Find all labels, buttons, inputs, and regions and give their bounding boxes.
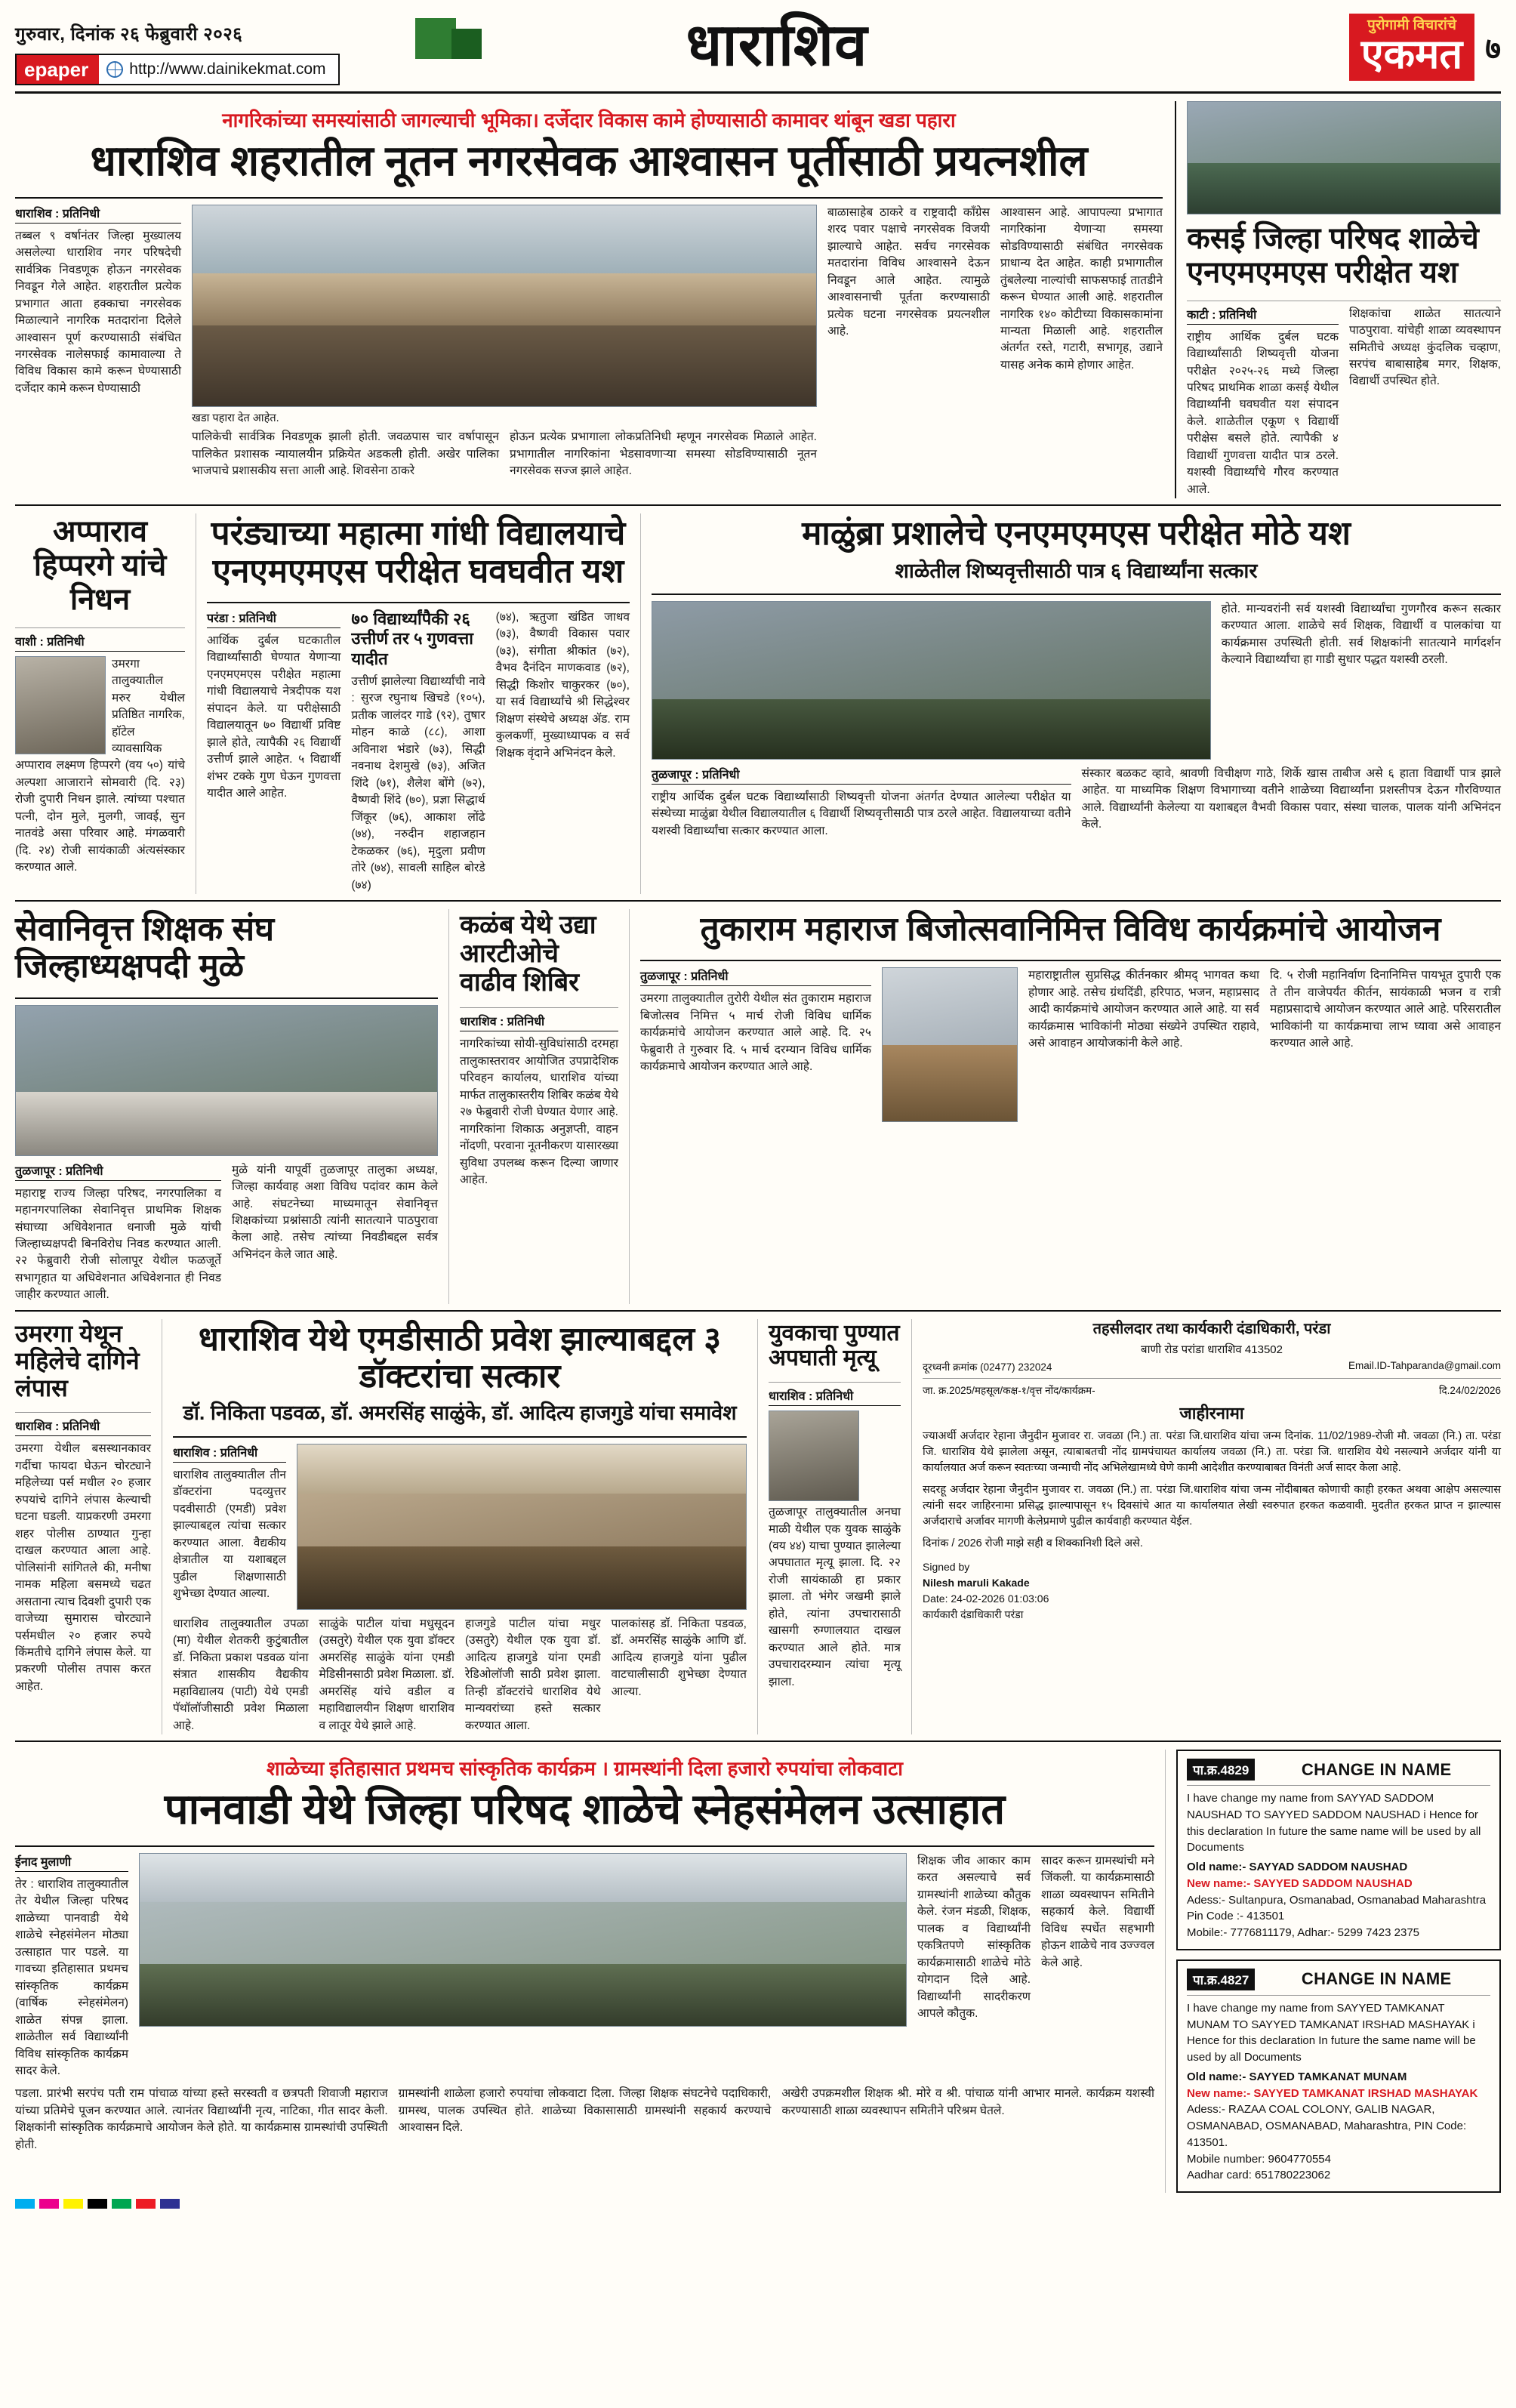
notice-title: जाहीरनामा	[1179, 1403, 1244, 1423]
bottom-headline: पानवाडी येथे जिल्हा परिषद शाळेचे स्नेहसंमेलन उत्साहात	[164, 1785, 1006, 1833]
doctors-story	[173, 1319, 747, 1734]
doctors-photo	[297, 1444, 747, 1610]
doctors-photo-col	[297, 1444, 747, 1610]
kalamb-byline: धाराशिव : प्रतिनिधी	[460, 1013, 618, 1031]
notice-para-1: ज्याअर्थी अर्जदार रेहाना जैनुदीन मुजावर रा. जवळा (नि.) ता. परंडा जि.धाराशिव यांचा जन्म दिनांक. 11/02/1989-रोजी मौ. जवळा (नि.) ता. परंडा जि. धाराशिव येथे झालेला असून, त्याबाबतची नोंद ग्रामपंचायत कार्यालय जवळा (नि.) ता. परंडा जि. धाराशिव येथे नसल्याने अर्जदार यांनी या कार्यालयात अर्ज करून स्वतःच्या जन्माची नोंद अभिलेखामध्ये घेणे कामी आदेशीत करण्याबाबत विनंती अर्ज सादर केला आहे.	[923, 1429, 1501, 1474]
death-portrait	[769, 1411, 859, 1501]
notice-date-line: दिनांक / 2026 रोजी माझे सही व शिक्कानिशी दिले असे.	[923, 1537, 1143, 1549]
lead-photo-col	[192, 205, 817, 480]
malumbra-photo-col	[652, 601, 1211, 760]
teacher-story	[15, 909, 438, 1304]
reg-swatch-yellow	[63, 2199, 83, 2209]
teacher-col-1	[15, 1162, 221, 1304]
gandhi-col-1	[207, 609, 340, 894]
change-name-ad-1	[1176, 1750, 1501, 1950]
color-registration-strip	[15, 2193, 1501, 2209]
ad-1-mobile: Mobile:- 7776811179, Adhar:- 5299 7423 2375	[1187, 1926, 1420, 1940]
tukaram-col-2	[1028, 967, 1259, 1122]
reg-swatch-black	[88, 2199, 107, 2209]
notice-address: बाणी रोड परांडा धाराशिव 413502	[1141, 1343, 1283, 1356]
logo-leaf-icon-2	[451, 29, 482, 59]
reg-swatch-cyan	[15, 2199, 35, 2209]
death-text: तुळजापूर तालुक्यातील अनघा माळी येथील एक युवक साळुंके (वय ४४) याचा पुण्यात झालेल्या अपघातात मृत्यू झाला. दि. २२ रोजी सायंकाळी हा प्रकार झाला. तो भंगेर जखमी झाले होते, त्यांना उपचारासाठी खासगी रुग्णालयात दाखल करण्यात आले होते. मात्र उपचारादरम्यान त्यांचा मृत्यू झाला.	[769, 1506, 901, 1688]
lead-text-4: बाळासाहेब ठाकरे व राष्ट्रवादी काँग्रेस शरद पवार पक्षाचे नगरसेवक विजयी झाल्याचे आहेत. सर्वच नगरसेवक मतदारांना विविध आश्वासने देऊन निवडून आले आहेत. त्यामुळे आश्वासनाची पूर्तता करण्यासाठी प्रत्येक घटना नगरसेवक प्रयत्नशील आहे.	[827, 205, 990, 338]
gandhi-text-1: आर्थिक दुर्बल घटकातील विद्यार्थ्यांसाठी घेण्यात येणाऱ्या एनएमएमएस परीक्षेत महात्मा गांधी विद्यालयाचे नेत्रदीपक यश संपादन केले. या परीक्षेसाठी विद्यालयातून ७० विद्यार्थी प्रविष्ट झाले होते, त्यापैकी २६ विद्यार्थी उत्तीर्ण झाले आहेत. ५ विद्यार्थी शंभर टक्के गुण घेऊन गुणवत्ता यादीत आले आहेत.	[207, 634, 341, 800]
notice-signer: Nilesh maruli Kakade	[923, 1577, 1030, 1589]
tukaram-photo-col	[882, 967, 1018, 1122]
tukaram-col-3	[1270, 967, 1501, 1122]
brand-tagline: पुरोगामी विचारांचे	[1367, 17, 1456, 33]
doctors-col-3	[319, 1616, 455, 1734]
ad-2-title: CHANGE IN NAME	[1301, 1969, 1452, 1989]
epaper-url-wrap[interactable]	[99, 55, 338, 84]
gandhi-byline: परंडा : प्रतिनिधी	[207, 609, 340, 628]
doctors-headline: धाराशिव येथे एमडीसाठी प्रवेश झाल्याबद्दल ३ डॉक्टरांचा सत्कार	[198, 1320, 722, 1395]
tukaram-headline: तुकाराम महाराज बिजोत्सवानिमित्त विविध कार्यक्रमांचे आयोजन	[700, 911, 1441, 948]
teacher-headline: सेवानिवृत्त शिक्षक संघ जिल्हाध्यक्षपदी मुळे	[15, 911, 275, 985]
bottom-section	[15, 1750, 1501, 2193]
malumbra-col-1	[652, 766, 1071, 840]
kalamb-story	[460, 909, 618, 1304]
doctors-text-4: हाजगुडे पाटील यांचा मधुर (उसतुरे) येथील एक युवा डॉ. आदित्य हाजगुडे यांना एमडी रेडिओलॉजी साठी प्रवेश झाला. तिन्ही डॉक्टरांचे धाराशिव येथे मान्यवरांच्या हस्ते सत्कार करण्यात आला.	[465, 1617, 601, 1732]
logo-leaf-icon	[415, 18, 456, 59]
ad-2-aadhar: Aadhar card: 651780223062	[1187, 2169, 1331, 2182]
malumbra-text-1: राष्ट्रीय आर्थिक दुर्बल घटक विद्यार्थ्यांसाठी शिष्यवृत्ती योजना अंतर्गत देण्यात आलेल्या परीक्षेत या संस्थेच्या माळुंब्रा येथील विद्यालयातील ६ विद्यार्थी शिष्यवृत्तीसाठी पात्र ठरले आहेत. विद्यालयाच्या वतीने यशस्वी विद्यार्थ्यांचा सत्कार करण्यात आला.	[652, 790, 1071, 837]
malumbra-headline: माळुंब्रा प्रशालेचे एनएमएमएस परीक्षेत मोठे यश	[802, 515, 1351, 553]
lead-text-2: पालिकेची सार्वत्रिक निवडणूक झाली होती. जवळपास चार वर्षापासून पालिकेत प्रशासक न्यायालयीन प्रक्रियेत अडकली होती. अखेर पालिका भाजपाचे प्रशासकीय सत्ता आली आहे. शिवसेना ठाकरे	[192, 430, 499, 478]
tukaram-photo	[882, 967, 1018, 1122]
lead-headline: धाराशिव शहरातील नूतन नगरसेवक आश्वासन पूर्तीसाठी प्रयत्नशील	[90, 137, 1088, 184]
bottom-text-5: शिक्षक जीव आकार काम करत असल्याचे सर्व ग्रामस्थांनी शाळेच्या कौतुक केले. रंजन मंडळी, शिक्षक, पालक व विद्यार्थ्यांनी एकत्रितपणे सांस्कृतिक कार्यक्रमासाठी शाळेचे मोठे योगदान दिले आहे. विद्यार्थ्यांनी सादरीकरण आपले कौतुक.	[917, 1854, 1031, 2021]
tukaram-text-3: दि. ५ रोजी महानिर्वाण दिनानिमित्त पायभूत दुपारी एक ते तीन वाजेपर्यंत कीर्तन, सायंकाळी भजन व रात्री महाप्रसादाचे आयोजन करण्यात आले आहे. परिसरातील भाविकांनी या कार्यक्रमाचा लाभ घ्यावा असे आवाहन करण्यात आले आहे.	[1270, 969, 1501, 1050]
lead-text-3: होऊन प्रत्येक प्रभागाला लोकप्रतिनिधी म्हणून नगरसेवक मिळाले आहेत. प्रभागातील नागरिकांना भेडसावणाऱ्या समस्या सोडविण्यासाठी नूतन नगरसेवक सज्ज झाले आहेत.	[510, 430, 817, 478]
teacher-text-2: मुळे यांनी यापूर्वी तुळजापूर तालुका अध्यक्ष, जिल्हा कार्यवाह अशा विविध पदांवर काम केले आहे. संघटनेच्या माध्यमातून सेवानिवृत्त शिक्षकांच्या प्रश्नांसाठी त्यांनी सातत्याने पाठपुरावा केला आहे. तसेच त्यांच्या निवडीबद्दल सर्वत्र अभिनंदन केले जात आहे.	[232, 1163, 438, 1261]
malumbra-col-2	[1082, 766, 1502, 840]
ad-2-mobile: Mobile number: 9604770554	[1187, 2152, 1331, 2166]
ad-2-new-name: New name:- SAYYED TAMKANAT IRSHAD MASHAYAK	[1187, 2086, 1478, 2100]
malumbra-text-2: संस्कार बळकट व्हावे, श्रावणी विचीक्षण गाठे, शिर्के खास ताबीज असे ६ हाता विद्यार्थी पात्र झाले आहेत. या माध्यमिक शिक्षण विभागाच्या वतीने शाळेच्या विद्यार्थ्यांना प्रशस्तीपत्र देऊन गौरविण्यात आले. विद्यार्थ्यांनी केलेल्या या यशाबद्दल वैभवी विकास पवार, संस्था चालक, पालक यांनी अभिनंदन केले.	[1081, 766, 1501, 831]
tukaram-text-2: महाराष्ट्रातील सुप्रसिद्ध कीर्तनकार श्रीमद् भागवत कथा होणार आहे. तसेच ग्रंथदिंडी, हरिपाठ, भजन, महाप्रसाद आदी कार्यक्रमांचे आयोजन करण्यात आले आहे. या सर्व कार्यक्रमास भाविकांनी मोठ्या संख्येने उपस्थित राहावे, असे आवाहन आयोजकांनी केले आहे.	[1028, 969, 1259, 1050]
death-byline: धाराशिव : प्रतिनिधी	[769, 1387, 901, 1406]
divider	[15, 197, 1163, 199]
panwadi-story	[15, 1750, 1154, 2193]
death-story	[769, 1319, 901, 1734]
gandhi-story	[207, 513, 630, 894]
obit-byline: वाशी : प्रतिनिधी	[15, 633, 185, 652]
lead-photo	[192, 205, 817, 407]
lead-byline: धाराशिव : प्रतिनिधी	[15, 205, 181, 224]
ad-1-old-name: Old name:- SAYYAD SADDOM NAUSHAD	[1187, 1861, 1408, 1874]
bottom-text-1: तेर : धाराशिव तालुक्यातील तेर येथील जिल्हा परिषद शाळेच्या पानवाडी येथे शाळेचे स्नेहसंमेलन मोठ्या उत्साहात पार पडले. या गावच्या इतिहासात प्रथमच सांस्कृतिक कार्यक्रम (वार्षिक स्नेहसंमेलन) शाळेत संपन्न झाला. शाळेतील सर्व विद्यार्थ्यांनी विविध सांस्कृतिक कार्यक्रम सादर केले.	[15, 1877, 128, 2077]
row-3	[15, 909, 1501, 1304]
reg-swatch-green	[112, 2199, 131, 2209]
lead-text-5: आश्वासन आहे. आपापल्या प्रभागात नागरिकांना येणाऱ्या समस्या सोडविण्यासाठी संबंधित नगरसेवक प्राधान्य देत आहेत. काही प्रभागातील तुंबलेल्या नाल्यांची साफसफाई तातडीने करून घेण्यात आली आहे. शहरातील नागरिक १४० कोटीच्या विकासकामांना मान्यता मिळाली आहे. शहरातील अंतर्गत रस्ते, गटारी, सभागृह, उद्याने यासह अनेक कामे होणार आहेत.	[1000, 205, 1163, 372]
row-4	[15, 1319, 1501, 1734]
lead-photo-caption: खडा पहारा देत आहेत.	[192, 412, 279, 424]
bottom-col-2	[15, 2086, 388, 2154]
ad-2-old-name: Old name:- SAYYED TAMKANAT MUNAM	[1187, 2070, 1407, 2083]
lead-text-1: तब्बल ९ वर्षानंतर जिल्हा मुख्यालय असलेल्या धाराशिव नगर परिषदेची सार्वत्रिक निवडणूक होऊन नगरसेवक निवडून गेले आहेत. शहरातील प्रत्येक प्रभागात आता हक्काचा नगरसेवक मिळाल्याने नागरिक मतदारांना दिलेले आश्वासन पूर्ण करण्यासाठी संबंधित नगरसेवक नालेसफाई कामावाल्या ते विविध विकास कामे करून घेण्यासाठी दर्जेदार कामे करून घेण्यासाठी	[15, 229, 181, 395]
lead-col-1	[15, 205, 181, 480]
lead-columns	[15, 205, 1163, 480]
kalamb-text: नागरिकांच्या सोयी-सुविधांसाठी दरमहा तालुकास्तरावर आयोजित उपप्रादेशिक परिवहन कार्यालय, धाराशिव यांच्या मार्फत तालुकास्तरीय शिबिर कळंब येथे २७ फेब्रुवारी रोजी घेण्यात येणार आहे. नागरिकांना शिकाऊ अनुज्ञप्ती, वाहन नोंदणी, परवाना नूतनीकरण यासारख्या सुविधा उपलब्ध करून दिल्या जाणार आहेत.	[460, 1038, 618, 1187]
teacher-text-1: महाराष्ट्र राज्य जिल्हा परिषद, नगरपालिका व महानगरपालिका सेवानिवृत्त प्राथमिक शिक्षक संघाच्या अधिवेशनात धनाजी मुळे यांची जिल्हाध्यक्षपदी बिनविरोध निवड करण्यात आली. २२ फेब्रुवारी रोजी सोलापूर येथील फळजूर्ते सभागृहात या अधिवेशनात अधिवेशनात ही निवड जाहीर करण्यात आली.	[15, 1186, 221, 1302]
reg-swatch-red	[136, 2199, 156, 2209]
gandhi-headline: परंड्याच्या महात्मा गांधी विद्यालयाचे एनएमएमएस परीक्षेत घवघवीत यश	[211, 515, 626, 590]
ad-1-body: I have change my name from SAYYAD SADDOM NAUSHAD TO SAYYED SADDOM NAUSHAD i Hence for this declaration In future the same name will be used by all Documents	[1187, 1792, 1481, 1855]
ad-2-body: I have change my name from SAYYED TAMKANAT MUNAM TO SAYYED TAMKANAT IRSHAD MASHAYAK i Hence for this declaration In future the same name will be used by all Documents	[1187, 2001, 1476, 2064]
brand-name: एकमत	[1360, 31, 1463, 77]
lead-story	[15, 101, 1163, 498]
death-headline: युवकाचा पुण्यात अपघाती मृत्यू	[769, 1320, 900, 1371]
obit-headline: अप्पाराव हिप्परगे यांचे निधन	[33, 515, 167, 616]
notice-date: दि.24/02/2026	[1439, 1384, 1501, 1396]
kasai-caption: शिक्षकांचा शाळेत सातत्याने पाठपुरावा. यांचेही शाळा व्यवस्थापन समितीचे अध्यक्ष कुंदलिक चव्हाण, सरपंच बाबासाहेब मगर, शिक्षक, विद्यार्थी उपस्थित होते.	[1349, 307, 1501, 388]
notice-phone: दूरध्वनी क्रमांक (02477) 232024	[923, 1361, 1052, 1373]
notice-header: तहसीलदार तथा कार्यकारी दंडाधिकारी, परंडा	[1092, 1320, 1331, 1337]
tukaram-story	[640, 909, 1501, 1304]
gandhi-text-2: उत्तीर्ण झालेल्या विद्यार्थ्यांची नावे : सुरज रघुनाथ खिचडे (१०५), प्रतीक जालंदर गाडे (९२), तुषार मोहन काळे (८८), आशा अविनाश भंडारे (७३), सिद्धी नवनाथ देशमुखे (७३), अजित शिंदे (७१), शैलेश बोंगे (७२), वैष्णवी शिंदे (७०), प्रज्ञा सिद्धार्थ जिंकूर (७६), आकाश लोंढे (७४), नरुदीन शहाजहान टेकळकर (७६), मृदुला प्रवीण तोरे (७४), सावली साहिल बोरडे (७४)	[351, 674, 485, 892]
lead-col-4	[827, 205, 990, 480]
ad-2-address: Adess:- RAZAA COAL COLONY, GALIB NAGAR, OSMANABAD, OSMANABAD, Maharashtra, PIN Code: 413501.	[1187, 2103, 1467, 2149]
ad-1-title: CHANGE IN NAME	[1301, 1759, 1452, 1779]
public-notice	[923, 1319, 1501, 1734]
doctors-text-1: धाराशिव तालुक्यातील तीन डॉक्टरांना पदव्युत्तर पदवीसाठी (एमडी) प्रवेश झाल्याबद्दल त्यांचा सत्कार करण्यात आला. वैद्यकीय क्षेत्रातील या यशाबद्दल पुढील शिक्षणासाठी शुभेच्छा देण्यात आल्या.	[173, 1468, 286, 1601]
lead-kicker: नागरिकांच्या समस्यांसाठी जागल्याची भूमिका। दर्जेदार विकास कामे होण्यासाठी कामावर थांबून खडा पहारा	[222, 109, 956, 131]
gandhi-col-3	[496, 609, 630, 894]
notice-case-no: जा. क्र.2025/महसूल/कक्ष-१/वृत्त नोंद/कार्यक्रम-	[923, 1384, 1095, 1396]
bottom-text-4: अखेरी उपक्रमशील शिक्षक श्री. मोरे व श्री. पांचाळ यांनी आभार मानले. कार्यक्रम यशस्वी करण्यासाठी शाळा व्यवस्थापन समितीने परिश्रम घेतले.	[781, 2087, 1155, 2117]
classifieds-column	[1176, 1750, 1501, 2193]
epaper-url-text: http://www.dainikekmat.com	[129, 60, 326, 78]
notice-signed-label: Signed by	[923, 1561, 970, 1573]
masthead-left	[15, 14, 370, 85]
bottom-col-4	[781, 2086, 1154, 2154]
bottom-col-3	[399, 2086, 772, 2154]
teacher-byline: तुळजापूर : प्रतिनिधी	[15, 1162, 221, 1181]
reg-swatch-blue	[160, 2199, 180, 2209]
malumbra-subhead: शाळेतील शिष्यवृत्तीसाठी पात्र ६ विद्यार्थ्यांना सत्कार	[895, 559, 1258, 582]
obituary-story	[15, 513, 185, 894]
doctors-text-3: साळुंके पाटील यांचा मधुसूदन (उसतुरे) येथील एक युवा डॉक्टर अमरसिंह साळुंके यांना एमडी मेडिसीनसाठी प्रवेश मिळाला. डॉ. अमरसिंह यांचे वडील व महाविद्यालयीन शिक्षण धाराशिव व लातूर येथे झाले आहे.	[319, 1617, 454, 1732]
bottom-col-6	[1041, 1853, 1154, 2080]
umarga-story	[15, 1319, 151, 1734]
bottom-text-3: ग्रामस्थांनी शाळेला हजारो रुपयांचा लोकवाटा दिला. जिल्हा शिक्षक संघटनेचे पदाधिकारी, ग्रामस्थ, पालक उपस्थित होते. शाळेच्या विकासासाठी ग्रामस्थांनी सहकार्य करण्याचे आश्वासन दिले.	[398, 2087, 772, 2135]
ad-2-tag: पा.क्र.4827	[1187, 1969, 1255, 1990]
malumbra-text-3: होते. मान्यवरांनी सर्व यशस्वी विद्यार्थ्यांचा गुणगौरव करून सत्कार करण्यात आला. शाळेचे सर्व शिक्षक, विद्यार्थी व पालकांचा या कार्यक्रमास उपस्थिती होती. सर्व शिक्षकांनी सातत्याने मार्गदर्शन केल्याने विद्यार्थ्यांचा हा गाडी सुधार पद्धत यशस्वी ठरली.	[1221, 602, 1501, 667]
teacher-col-2	[232, 1162, 438, 1304]
malumbra-photo	[652, 601, 1211, 760]
doctors-byline: धाराशिव : प्रतिनिधी	[173, 1444, 286, 1463]
malumbra-byline: तुळजापूर : प्रतिनिधी	[652, 766, 1071, 785]
kasai-headline: कसई जिल्हा परिषद शाळेचे एनएमएमएस परीक्षेत यश	[1187, 222, 1479, 289]
kalamb-headline: कळंब येथे उद्या आरटीओचे वाढीव शिबिर	[460, 911, 596, 997]
lead-col-5	[1000, 205, 1163, 480]
masthead	[15, 11, 1501, 94]
kasai-byline: काटी : प्रतिनिधी	[1187, 306, 1339, 325]
bottom-photo-col	[139, 1853, 907, 2080]
bottom-byline: ईनाद मुलाणी	[15, 1853, 128, 1872]
top-section	[15, 101, 1501, 498]
change-name-ad-2	[1176, 1959, 1501, 2193]
gandhi-text-3: (७४), ऋतुजा खंडित जाधव (७३), वैष्णवी विकास पवार (७३), संगीता श्रीकांत (७२), वैभव दैनंदिन माणकवाड (७२), सिद्धी किशोर चाकुरकर (७०), या सर्व विद्यार्थ्यांचे श्री सिद्धेश्वर शिक्षण संस्थेचे अध्यक्ष ॲड. राम कुलकर्णी, मुख्याध्यापक व सर्व शिक्षक वृंदाने अभिनंदन केले.	[495, 610, 630, 760]
doctors-col-4	[465, 1616, 601, 1734]
row-2	[15, 513, 1501, 894]
bottom-col-1	[15, 1853, 128, 2080]
malumbra-col-3	[1222, 601, 1501, 760]
doctors-subhead: डॉ. निकिता पडवळ, डॉ. अमरसिंह साळुंके, डॉ. आदित्य हाजगुडे यांचा समावेश	[183, 1401, 737, 1425]
umarga-text: उमरगा येथील बसस्थानकावर गर्दीचा फायदा घेऊन चोरट्याने महिलेच्या पर्स मधील २० हजार रुपयांचे दागिने लंपास केल्याची घटना घडली. याप्रकरणी उमरगा शहर पोलीस ठाण्यात गुन्हा दाखल करण्यात आला आहे. पोलिसांनी सांगितले की, मनीषा नामक महिला बसमध्ये चढत असताना त्याच दिवशी दुपारी एक वाजेच्या सुमारास चोरट्याने पर्समधील २० हजार रुपये किंमतीचे दागिने लंपास केले. या प्रकरणी पोलीस तपास करत आहेत.	[15, 1442, 151, 1693]
bottom-text-2: पडला. प्रारंभी सरपंच पती राम पांचाळ यांच्या हस्ते सरस्वती व छत्रपती शिवाजी महाराज यांच्या प्रतिमेचे पूजन करण्यात आले. त्यानंतर विद्यार्थ्यांनी नृत्य, नाटिका, गीत सादर केली. शिक्षकांनी सांस्कृतिक कार्यक्रमाचे आयोजन केले होते. या कार्यक्रमास ग्रामस्थांची उपस्थिती होती.	[15, 2087, 388, 2151]
gandhi-col-2	[351, 609, 485, 894]
page-number: ७	[1485, 32, 1501, 66]
kasai-story	[1175, 101, 1501, 498]
epaper-tag: epaper	[17, 55, 99, 84]
doctors-col-5	[612, 1616, 747, 1734]
masthead-right	[1184, 14, 1501, 81]
ad-1-new-name: New name:- SAYYED SADDOM NAUSHAD	[1187, 1876, 1413, 1890]
notice-sign-date: Date: 24-02-2026 01:03:06	[923, 1592, 1049, 1605]
obit-text: उमरगा तालुक्यातील मरुर येथील प्रतिष्ठित नागरिक, हॉटेल व्यावसायिक अप्पाराव लक्ष्मण हिप्परगे (वय ५०) यांचे अल्पशा आजाराने सोमवारी (दि. २३) रोजी दुपारी निधन झाले. त्यांच्या पश्चात पत्नी, दोन मुले, मुलगी, जावई, सुन नातवंडे असा परिवार आहे. मंगळवारी (दि. २४) रोजी सायंकाळी अंत्यसंस्कार करण्यात आले.	[15, 657, 185, 874]
doctors-col-1	[173, 1444, 286, 1610]
edition-title: धाराशिव	[686, 11, 868, 78]
tukaram-col-1	[640, 967, 871, 1122]
masthead-center	[370, 11, 1184, 78]
teacher-photo	[15, 1005, 438, 1156]
doctors-text-5: पालकांसह डॉ. निकिता पडवळ, डॉ. अमरसिंह साळुंके आणि डॉ. आदित्य हाजगुडे यांना पुढील वाटचालीसाठी शुभेच्छा देण्यात आल्या.	[611, 1617, 747, 1698]
notice-designation: कार्यकारी दंडाधिकारी परंडा	[923, 1608, 1024, 1620]
doctors-text-2: धाराशिव तालुक्यातील उपळा (मा) येथील शेतकरी कुटुंबातील डॉ. निकिता प्रकाश पडवळ यांना संत्रात शासकीय वैद्यकीय महाविद्यालय (पाटी) येथे एमडी पॅथॉलॉजीसाठी प्रवेश मिळाला आहे.	[173, 1617, 309, 1732]
tukaram-byline: तुळजापूर : प्रतिनिधी	[640, 967, 871, 986]
notice-email: Email.ID-Tahparanda@gmail.com	[1348, 1359, 1501, 1371]
ad-1-tag: पा.क्र.4829	[1187, 1759, 1255, 1781]
epaper-link-bar[interactable]	[15, 54, 340, 85]
gandhi-subhead: ७० विद्यार्थ्यांपैकी २६ उत्तीर्ण तर ५ गुणवत्ता यादीत	[351, 609, 473, 668]
brand-logo	[1349, 14, 1474, 81]
kasai-photo	[1187, 101, 1501, 214]
bottom-kicker: शाळेच्या इतिहासात प्रथमच सांस्कृतिक कार्यक्रम । ग्रामस्थांनी दिला हजारो रुपयांचा लोकवाटा	[267, 1757, 903, 1781]
umarga-byline: धाराशिव : प्रतिनिधी	[15, 1417, 151, 1436]
obit-portrait	[15, 656, 106, 754]
tukaram-text-1: उमरगा तालुक्यातील तुरोरी येथील संत तुकाराम महाराज बिजोत्सव निमित्त ५ मार्च रोजी विविध धार्मिक कार्यक्रमांचे आयोजन करण्यात आले आहे. दि. २५ फेब्रुवारी ते गुरुवार दि. ५ मार्च दरम्यान विविध धार्मिक कार्यक्रमाचे आयोजन करण्यात आले आहे.	[640, 992, 871, 1074]
bottom-text-6: सादर करून ग्रामस्थांची मने जिंकली. या कार्यक्रमासाठी शाळा व्यवस्थापन समितीने सहकार्य केले. विद्यार्थी विविध स्पर्धेत सहभागी होऊन शाळेचे नाव उज्ज्वल केले आहे.	[1041, 1854, 1154, 1969]
kasai-text: राष्ट्रीय आर्थिक दुर्बल घटक विद्यार्थ्यांसाठी शिष्यवृत्ती योजना परीक्षेत २०२५-२६ मध्ये जिल्हा परिषद प्राथमिक शाळा कसई येथील विद्यार्थ्यांनी घवघवीत यश संपादन केले. शाळेतील एकूण ९ विद्यार्थी परीक्षेस बसले होते. त्यापैकी ४ विद्यार्थी गुणवत्ता यादीत पात्र ठरले. यशस्वी विद्यार्थ्यांचे गौरव करण्यात आले.	[1187, 330, 1339, 496]
umarga-headline: उमरगा येथून महिलेचे दागिने लंपास	[15, 1319, 140, 1401]
publication-date: गुरुवार, दिनांक २६ फेब्रुवारी २०२६	[15, 24, 243, 45]
bottom-col-5	[917, 1853, 1031, 2080]
ad-1-address: Adess:- Sultanpura, Osmanabad, Osmanabad Maharashtra Pin Code :- 413501	[1187, 1893, 1487, 1923]
reg-swatch-magenta	[39, 2199, 59, 2209]
notice-para-2: सदरहू अर्जदार रेहाना जैनुदीन मुजावर रा. जवळा (नि.) ता. परंडा जि.धाराशिव यांचा जन्म नोंदीबाबत कोणाची काही हरकत अथवा आक्षेप असल्यास त्यांनी सदर जाहिरनामा प्रसिद्ध झाल्यापासून १५ दिवसांचे आत या कार्यालयात लेखी स्वरुपात हरकत कळवावी. मुदतीत हरकत प्राप्त न झाल्यास अर्जदाराचे अर्जावर मागणी केलेप्रमाणे पुढील कार्यवाही करण्यात येईल.	[923, 1483, 1501, 1528]
globe-icon	[106, 61, 123, 78]
bottom-photo	[139, 1853, 907, 2027]
malumbra-story	[652, 513, 1501, 894]
doctors-col-2	[173, 1616, 309, 1734]
